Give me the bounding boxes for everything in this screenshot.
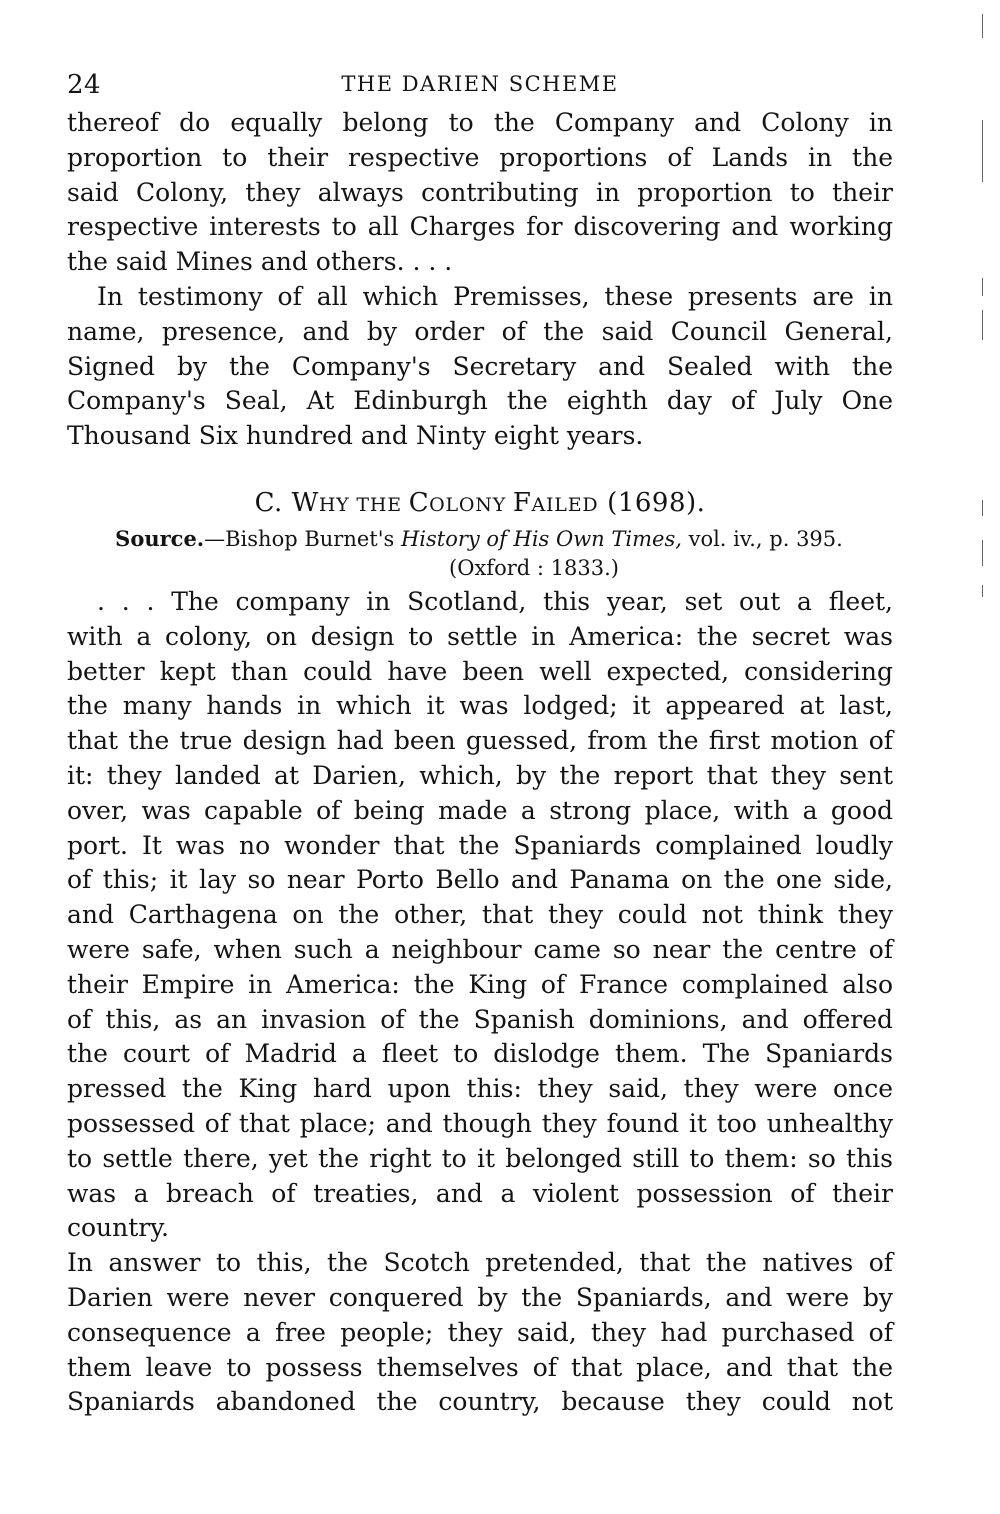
text-line: consequence a free people; they said, they had purchased of	[67, 1317, 893, 1347]
text-line: respective interests to all Charges for discovering and working	[67, 212, 893, 242]
text-line: In answer to this, the Scotch pretended, that the natives of	[67, 1248, 893, 1278]
text-line: better kept than could have been well expected, considering	[67, 656, 893, 686]
text-line: the court of Madrid a fleet to dislodge them. The Spaniards	[67, 1039, 893, 1069]
testimony-paragraph	[67, 280, 893, 454]
text-line: said Colony, they always contributing in proportion to their	[67, 177, 893, 207]
text-line: Company's Seal, At Edinburgh the eighth day of July One	[67, 386, 893, 416]
section-letter: C.	[254, 487, 283, 518]
text-line: that the true design had been guessed, from the first motion of	[67, 726, 893, 756]
page-header	[67, 70, 893, 106]
text-line: Signed by the Company's Secretary and Sealed with the	[67, 351, 893, 381]
source-publication: (Oxford : 1833.)	[449, 555, 619, 580]
book-page	[67, 70, 893, 1420]
scan-mark	[982, 585, 983, 597]
source-label: Source.	[115, 525, 205, 551]
text-line: of this, as an invasion of the Spanish dominions, and offered	[67, 1004, 893, 1034]
scan-mark	[982, 500, 983, 516]
section-date: (1698).	[607, 487, 706, 518]
text-line: proportion to their respective proportions of Lands in the	[67, 142, 893, 172]
source-citation: Source.—Bishop Burnet's History of His Own Times, vol. iv., p. 395. (Oxford : 1833.)	[65, 524, 893, 583]
text-line: Thousand Six hundred and Ninty eight years.	[67, 421, 644, 451]
excerpt-paragraph	[67, 585, 893, 1420]
text-line: of this; it lay so near Porto Bello and Panama on the one side,	[67, 865, 893, 895]
scan-margin-marks	[982, 0, 988, 1514]
scan-mark	[982, 120, 983, 182]
source-author: Bishop Burnet's	[225, 526, 401, 551]
page-number: 24	[67, 70, 102, 100]
text-line: possessed of that place; and though they found it too unhealthy	[67, 1108, 893, 1138]
text-line: their Empire in America: the King of France complained also	[67, 969, 893, 999]
text-line: was a breach of treaties, and a violent possession of their country.	[67, 1178, 893, 1243]
scan-mark	[982, 278, 983, 296]
text-line: pressed the King hard upon this: they said, they were once	[67, 1074, 893, 1104]
source-volume-page: vol. iv., p. 395.	[681, 526, 843, 551]
section-title: WHY THE COLONY FAILED	[291, 487, 599, 518]
text-line: were safe, when such a neighbour came so near the centre of	[67, 934, 893, 964]
text-line: with a colony, on design to settle in America: the secret was	[67, 621, 893, 651]
text-line: Darien were never conquered by the Spaniards, and were by	[67, 1282, 893, 1312]
text-line: and Carthagena on the other, that they could not think they	[67, 900, 893, 930]
scan-mark	[982, 310, 983, 340]
text-line: . . . The company in Scotland, this year, set out a fleet,	[97, 586, 893, 616]
continuation-paragraph	[67, 106, 893, 280]
text-line: In testimony of all which Premisses, these presents are in	[97, 281, 893, 311]
text-line: thereof do equally belong to the Company and Colony in	[67, 108, 893, 137]
text-line: Spaniards abandoned the country, because they could not	[67, 1387, 893, 1417]
scan-mark	[982, 14, 983, 38]
text-line: the said Mines and others. . . .	[67, 247, 453, 277]
text-line: the many hands in which it was lodged; it appeared at last,	[67, 691, 893, 721]
section-heading	[67, 488, 893, 518]
text-line: port. It was no wonder that the Spaniards complained loudly	[67, 830, 893, 860]
scan-mark	[982, 540, 983, 566]
text-line: name, presence, and by order of the said Council General,	[67, 316, 893, 346]
text-line: to settle there, yet the right to it belonged still to them: so this	[67, 1143, 893, 1173]
text-line: over, was capable of being made a strong place, with a good	[67, 795, 893, 825]
running-head: THE DARIEN SCHEME	[341, 72, 619, 96]
text-line: them leave to possess themselves of that place, and that the	[67, 1352, 893, 1382]
text-line: it: they landed at Darien, which, by the report that they sent	[67, 760, 893, 790]
source-work: History of His Own Times,	[400, 526, 682, 551]
